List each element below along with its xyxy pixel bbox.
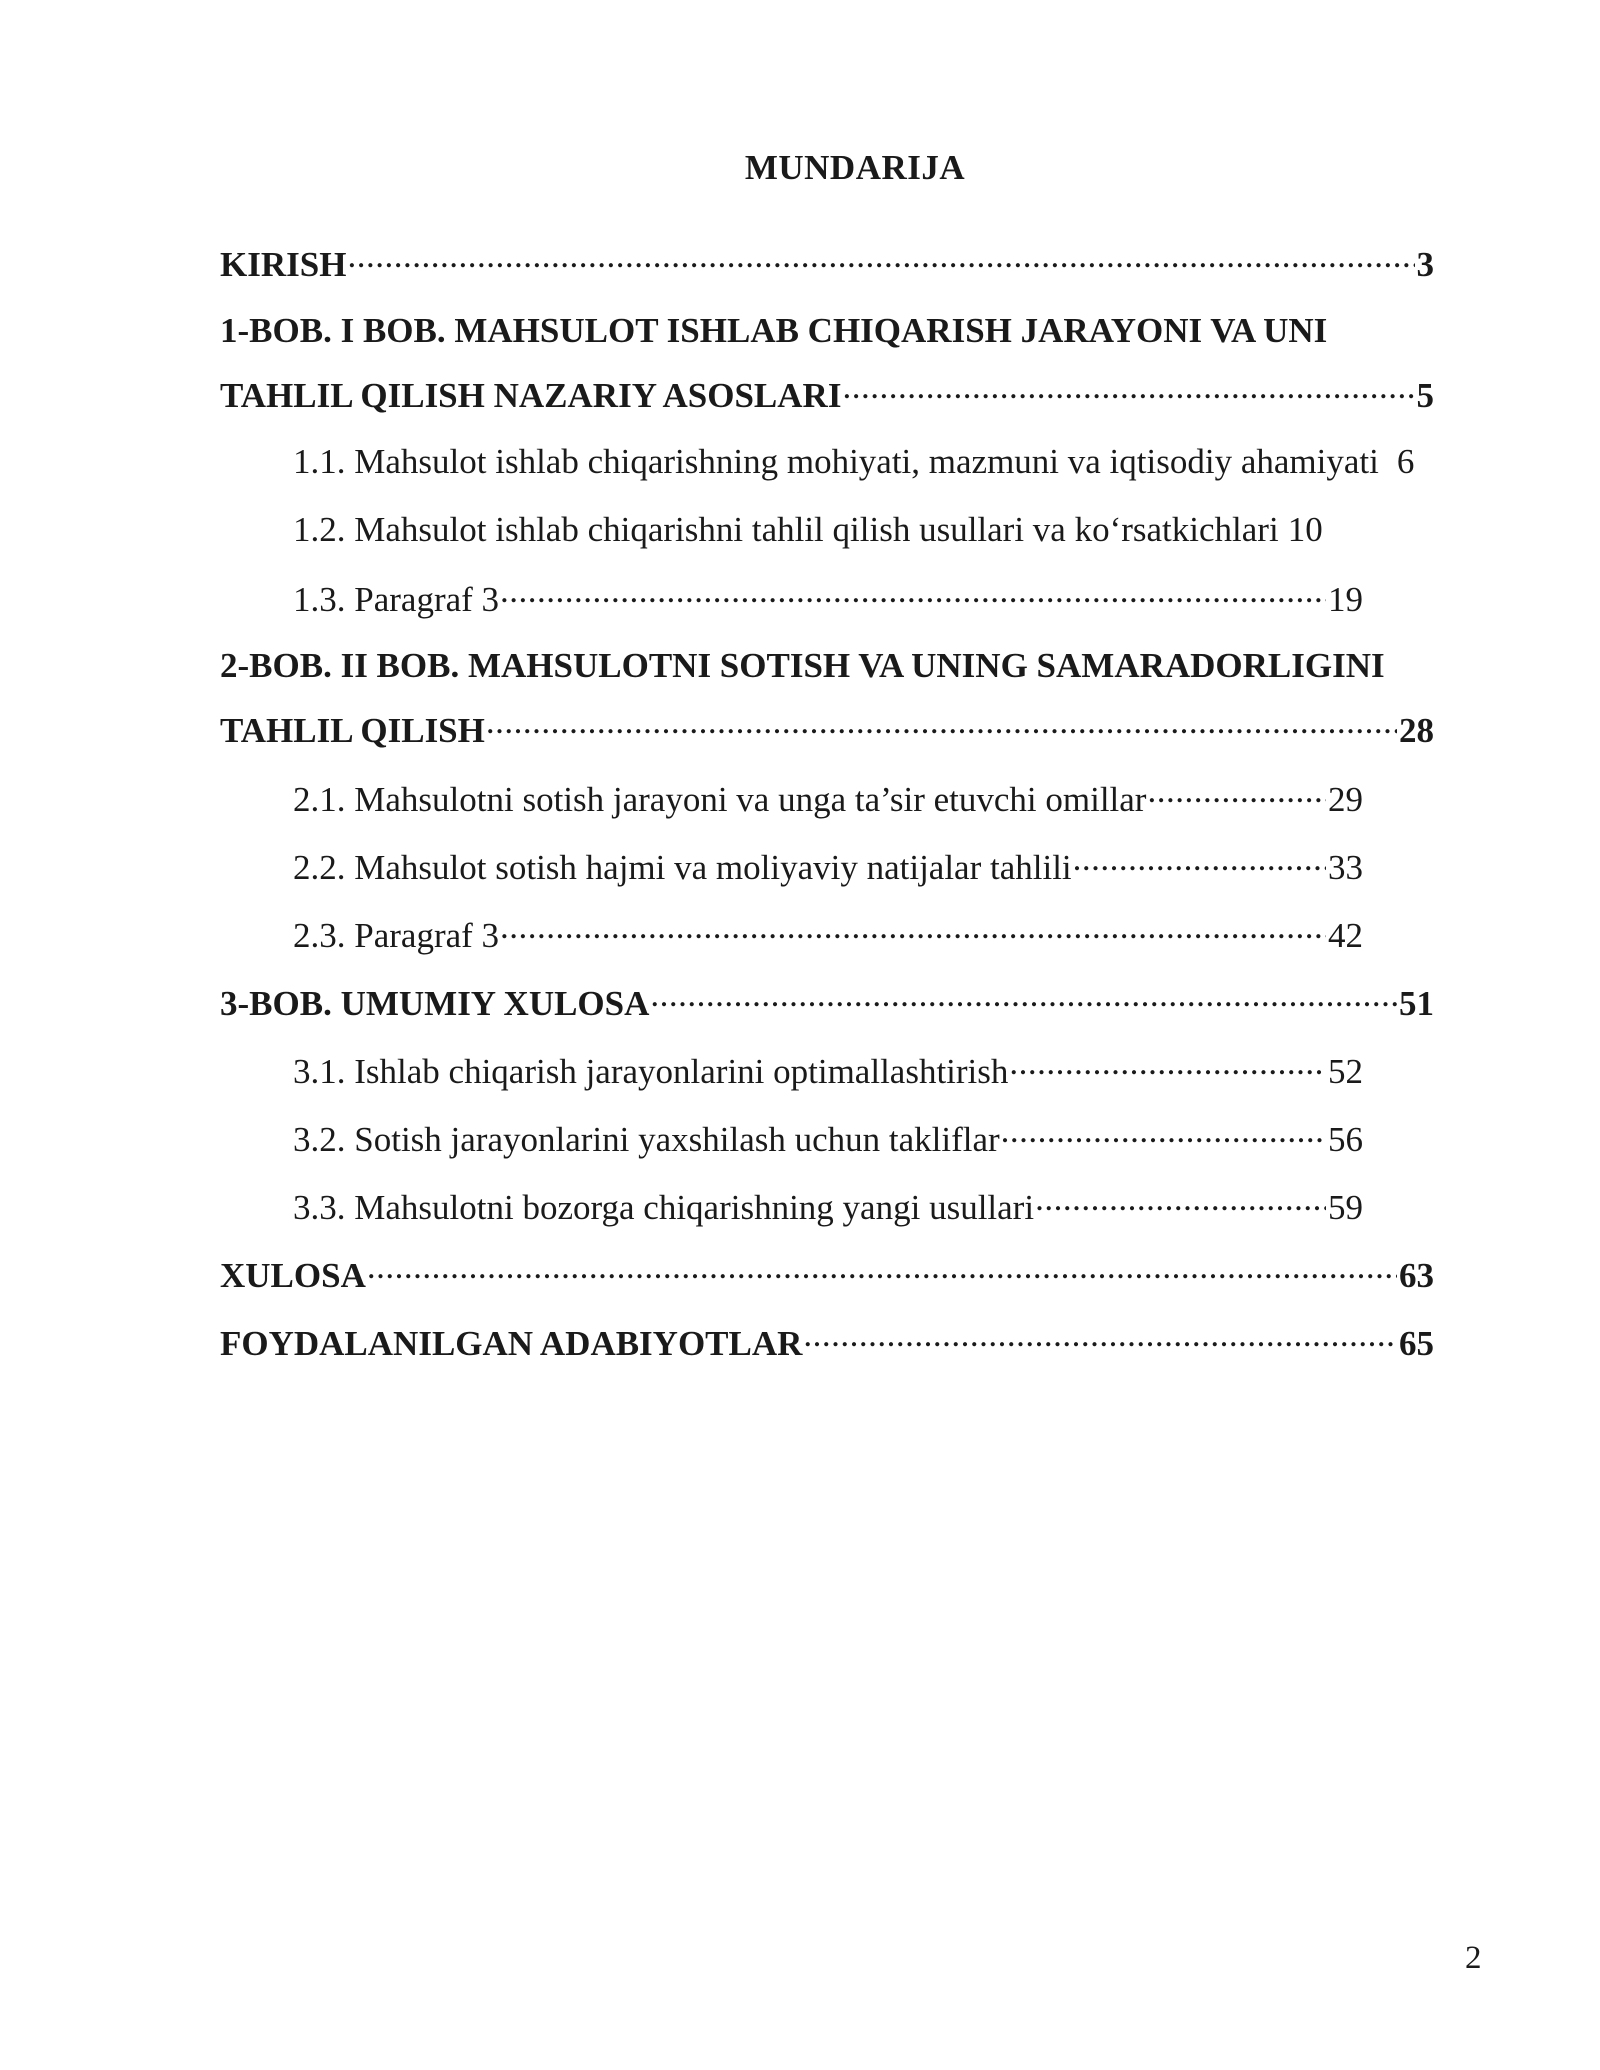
toc-entry-label: 3-BOB. UMUMIY XULOSA xyxy=(220,984,650,1023)
dot-leader xyxy=(500,912,1326,947)
toc-page-number: 33 xyxy=(1328,848,1363,887)
toc-entry-label: 2.3. Paragraf 3 xyxy=(293,916,500,955)
toc-chapter-1-line1[interactable]: 1-BOB. I BOB. MAHSULOT ISHLAB CHIQARISH JARAYONI VA UNI xyxy=(220,311,1328,350)
toc-page-number: 59 xyxy=(1328,1188,1363,1227)
toc-entry-label: 2.2. Mahsulot sotish hajmi va moliyaviy natijalar tahlili xyxy=(293,848,1072,887)
toc-entry-3-2[interactable] xyxy=(293,1116,1363,1162)
toc-entry-label: 1.2. Mahsulot ishlab chiqarishni tahlil qilish usullari va ko‘rsatkichlari xyxy=(293,510,1279,549)
toc-page-number: 5 xyxy=(1416,376,1434,415)
toc-entry-1-2[interactable] xyxy=(293,508,1363,552)
dot-leader xyxy=(1147,776,1326,811)
dot-leader xyxy=(1001,1116,1326,1151)
dot-leader xyxy=(500,576,1326,611)
toc-entry-label: 3.1. Ishlab chiqarish jarayonlarini optimallashtirish xyxy=(293,1052,1009,1091)
toc-title: MUNDARIJA xyxy=(744,148,966,187)
dot-leader xyxy=(650,980,1397,1015)
dot-leader xyxy=(347,241,1414,276)
toc-entry-label: 1.3. Paragraf 3 xyxy=(293,580,500,619)
toc-entry-label: TAHLIL QILISH NAZARIY ASOSLARI xyxy=(220,376,842,415)
toc-entry-2-2[interactable] xyxy=(293,844,1363,890)
toc-entry-1-1[interactable] xyxy=(293,440,1453,484)
toc-page-number: 63 xyxy=(1399,1256,1434,1295)
dot-leader xyxy=(803,1320,1397,1355)
dot-leader xyxy=(842,372,1414,407)
toc-entry-label: 3.3. Mahsulotni bozorga chiqarishning yangi usullari xyxy=(293,1188,1035,1227)
toc-entry-adabiyotlar[interactable] xyxy=(220,1320,1434,1366)
toc-entry-label: XULOSA xyxy=(220,1256,366,1295)
toc-page-number: 52 xyxy=(1328,1052,1363,1091)
toc-page-number: 56 xyxy=(1328,1120,1363,1159)
dot-leader xyxy=(1073,844,1326,879)
dot-leader xyxy=(486,707,1397,742)
toc-entry-label: 2.1. Mahsulotni sotish jarayoni va unga ta’sir etuvchi omillar xyxy=(293,780,1147,819)
toc-entry-chapter-1[interactable] xyxy=(220,372,1434,418)
dot-leader xyxy=(1009,1048,1326,1083)
toc-entry-label: KIRISH xyxy=(220,245,347,284)
toc-entry-label: 3.2. Sotish jarayonlarini yaxshilash uchun takliflar xyxy=(293,1120,1000,1159)
toc-entry-2-3[interactable] xyxy=(293,912,1363,958)
toc-page-number: 6 xyxy=(1396,442,1415,481)
dot-leader xyxy=(1035,1184,1326,1219)
toc-entry-label: 1.1. Mahsulot ishlab chiqarishning mohiyati, mazmuni va iqtisodiy ahamiyati xyxy=(293,442,1379,481)
toc-entry-chapter-3[interactable] xyxy=(220,980,1434,1026)
toc-page-number: 65 xyxy=(1399,1324,1434,1363)
toc-entry-label: FOYDALANILGAN ADABIYOTLAR xyxy=(220,1324,803,1363)
toc-entry-2-1[interactable] xyxy=(293,776,1363,822)
toc-page-number: 19 xyxy=(1328,580,1363,619)
toc-entry-kirish[interactable] xyxy=(220,241,1434,287)
toc-page-number: 29 xyxy=(1328,780,1363,819)
footer-page-number: 2 xyxy=(1465,1940,1482,1976)
toc-entry-1-3[interactable] xyxy=(293,576,1363,622)
dot-leader xyxy=(367,1252,1397,1287)
toc-entry-3-1[interactable] xyxy=(293,1048,1363,1094)
toc-chapter-2-line1[interactable]: 2-BOB. II BOB. MAHSULOTNI SOTISH VA UNING SAMARADORLIGINI xyxy=(220,646,1385,685)
toc-page-number: 10 xyxy=(1287,510,1323,549)
toc-entry-xulosa[interactable] xyxy=(220,1252,1434,1298)
toc-page-number: 42 xyxy=(1328,916,1363,955)
toc-entry-chapter-2[interactable] xyxy=(220,707,1434,753)
toc-page-number: 28 xyxy=(1399,711,1434,750)
toc-entry-3-3[interactable] xyxy=(293,1184,1363,1230)
toc-page-number: 3 xyxy=(1416,245,1434,284)
toc-page-number: 51 xyxy=(1399,984,1434,1023)
toc-entry-label: TAHLIL QILISH xyxy=(220,711,485,750)
